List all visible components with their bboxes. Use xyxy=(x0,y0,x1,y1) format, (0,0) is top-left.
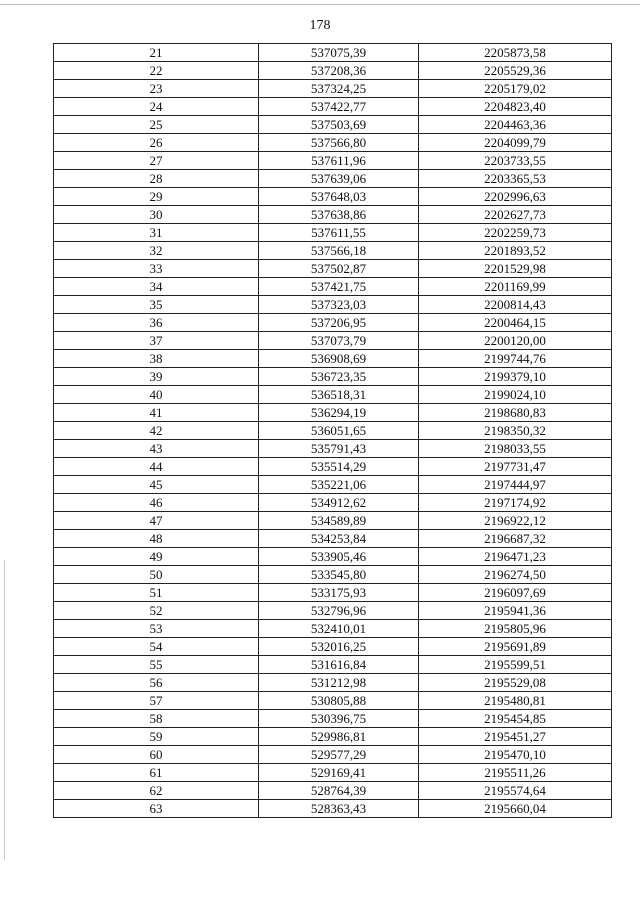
point-number-cell: 34 xyxy=(54,278,259,296)
x-coordinate-cell: 536294,19 xyxy=(259,404,419,422)
table-row xyxy=(54,224,612,242)
x-coordinate-cell: 532016,25 xyxy=(259,638,419,656)
x-coordinate-cell: 532410,01 xyxy=(259,620,419,638)
table-row xyxy=(54,764,612,782)
y-coordinate-cell: 2195511,26 xyxy=(419,764,612,782)
point-number-cell: 59 xyxy=(54,728,259,746)
table-row xyxy=(54,458,612,476)
point-number-cell: 51 xyxy=(54,584,259,602)
x-coordinate-cell: 536051,65 xyxy=(259,422,419,440)
y-coordinate-cell: 2203365,53 xyxy=(419,170,612,188)
table-row xyxy=(54,638,612,656)
x-coordinate-cell: 537639,06 xyxy=(259,170,419,188)
point-number-cell: 32 xyxy=(54,242,259,260)
table-row xyxy=(54,422,612,440)
x-coordinate-cell: 537323,03 xyxy=(259,296,419,314)
table-row xyxy=(54,746,612,764)
x-coordinate-cell: 531212,98 xyxy=(259,674,419,692)
y-coordinate-cell: 2195660,04 xyxy=(419,800,612,818)
y-coordinate-cell: 2200814,43 xyxy=(419,296,612,314)
y-coordinate-cell: 2195805,96 xyxy=(419,620,612,638)
y-coordinate-cell: 2196274,50 xyxy=(419,566,612,584)
x-coordinate-cell: 534912,62 xyxy=(259,494,419,512)
y-coordinate-cell: 2201169,99 xyxy=(419,278,612,296)
point-number-cell: 47 xyxy=(54,512,259,530)
point-number-cell: 40 xyxy=(54,386,259,404)
y-coordinate-cell: 2204823,40 xyxy=(419,98,612,116)
point-number-cell: 21 xyxy=(54,44,259,62)
page-number: 178 xyxy=(309,18,331,33)
table-row xyxy=(54,386,612,404)
table-row xyxy=(54,710,612,728)
y-coordinate-cell: 2198033,55 xyxy=(419,440,612,458)
table-row xyxy=(54,206,612,224)
table-row xyxy=(54,800,612,818)
x-coordinate-cell: 537566,80 xyxy=(259,134,419,152)
coordinates-table xyxy=(53,43,612,818)
table-row xyxy=(54,98,612,116)
x-coordinate-cell: 528764,39 xyxy=(259,782,419,800)
x-coordinate-cell: 529169,41 xyxy=(259,764,419,782)
y-coordinate-cell: 2205873,58 xyxy=(419,44,612,62)
point-number-cell: 43 xyxy=(54,440,259,458)
table-row xyxy=(54,314,612,332)
table-row xyxy=(54,548,612,566)
point-number-cell: 62 xyxy=(54,782,259,800)
table-row xyxy=(54,440,612,458)
y-coordinate-cell: 2198680,83 xyxy=(419,404,612,422)
table-row xyxy=(54,80,612,98)
y-coordinate-cell: 2195599,51 xyxy=(419,656,612,674)
point-number-cell: 38 xyxy=(54,350,259,368)
y-coordinate-cell: 2202259,73 xyxy=(419,224,612,242)
table-row xyxy=(54,350,612,368)
x-coordinate-cell: 537611,55 xyxy=(259,224,419,242)
table-row xyxy=(54,278,612,296)
x-coordinate-cell: 537421,75 xyxy=(259,278,419,296)
table-row xyxy=(54,494,612,512)
point-number-cell: 24 xyxy=(54,98,259,116)
point-number-cell: 50 xyxy=(54,566,259,584)
x-coordinate-cell: 529577,29 xyxy=(259,746,419,764)
coordinates-table-body xyxy=(54,44,612,818)
x-coordinate-cell: 528363,43 xyxy=(259,800,419,818)
x-coordinate-cell: 529986,81 xyxy=(259,728,419,746)
x-coordinate-cell: 537075,39 xyxy=(259,44,419,62)
x-coordinate-cell: 535791,43 xyxy=(259,440,419,458)
x-coordinate-cell: 537208,36 xyxy=(259,62,419,80)
x-coordinate-cell: 535514,29 xyxy=(259,458,419,476)
y-coordinate-cell: 2200120,00 xyxy=(419,332,612,350)
y-coordinate-cell: 2197444,97 xyxy=(419,476,612,494)
table-row xyxy=(54,476,612,494)
y-coordinate-cell: 2197731,47 xyxy=(419,458,612,476)
table-row xyxy=(54,170,612,188)
table-row xyxy=(54,674,612,692)
table-row xyxy=(54,296,612,314)
point-number-cell: 54 xyxy=(54,638,259,656)
x-coordinate-cell: 537638,86 xyxy=(259,206,419,224)
y-coordinate-cell: 2195691,89 xyxy=(419,638,612,656)
x-coordinate-cell: 531616,84 xyxy=(259,656,419,674)
point-number-cell: 42 xyxy=(54,422,259,440)
table-row xyxy=(54,728,612,746)
y-coordinate-cell: 2202627,73 xyxy=(419,206,612,224)
y-coordinate-cell: 2199024,10 xyxy=(419,386,612,404)
y-coordinate-cell: 2195574,64 xyxy=(419,782,612,800)
x-coordinate-cell: 530396,75 xyxy=(259,710,419,728)
table-row xyxy=(54,134,612,152)
x-coordinate-cell: 537206,95 xyxy=(259,314,419,332)
point-number-cell: 33 xyxy=(54,260,259,278)
point-number-cell: 30 xyxy=(54,206,259,224)
table-row xyxy=(54,404,612,422)
point-number-cell: 57 xyxy=(54,692,259,710)
y-coordinate-cell: 2205179,02 xyxy=(419,80,612,98)
point-number-cell: 23 xyxy=(54,80,259,98)
point-number-cell: 28 xyxy=(54,170,259,188)
y-coordinate-cell: 2196687,32 xyxy=(419,530,612,548)
point-number-cell: 60 xyxy=(54,746,259,764)
point-number-cell: 49 xyxy=(54,548,259,566)
left-margin-rule xyxy=(4,560,5,860)
x-coordinate-cell: 533175,93 xyxy=(259,584,419,602)
x-coordinate-cell: 534589,89 xyxy=(259,512,419,530)
x-coordinate-cell: 533545,80 xyxy=(259,566,419,584)
table-row xyxy=(54,242,612,260)
table-row xyxy=(54,566,612,584)
x-coordinate-cell: 535221,06 xyxy=(259,476,419,494)
x-coordinate-cell: 532796,96 xyxy=(259,602,419,620)
y-coordinate-cell: 2204099,79 xyxy=(419,134,612,152)
y-coordinate-cell: 2196471,23 xyxy=(419,548,612,566)
y-coordinate-cell: 2195529,08 xyxy=(419,674,612,692)
table-row xyxy=(54,188,612,206)
point-number-cell: 35 xyxy=(54,296,259,314)
y-coordinate-cell: 2201529,98 xyxy=(419,260,612,278)
table-row xyxy=(54,584,612,602)
y-coordinate-cell: 2202996,63 xyxy=(419,188,612,206)
table-row xyxy=(54,368,612,386)
point-number-cell: 26 xyxy=(54,134,259,152)
y-coordinate-cell: 2195470,10 xyxy=(419,746,612,764)
point-number-cell: 41 xyxy=(54,404,259,422)
point-number-cell: 31 xyxy=(54,224,259,242)
y-coordinate-cell: 2201893,52 xyxy=(419,242,612,260)
point-number-cell: 46 xyxy=(54,494,259,512)
point-number-cell: 29 xyxy=(54,188,259,206)
point-number-cell: 27 xyxy=(54,152,259,170)
table-row xyxy=(54,620,612,638)
point-number-cell: 55 xyxy=(54,656,259,674)
x-coordinate-cell: 537422,77 xyxy=(259,98,419,116)
point-number-cell: 45 xyxy=(54,476,259,494)
x-coordinate-cell: 536908,69 xyxy=(259,350,419,368)
y-coordinate-cell: 2199379,10 xyxy=(419,368,612,386)
top-rule xyxy=(0,4,640,5)
point-number-cell: 36 xyxy=(54,314,259,332)
y-coordinate-cell: 2204463,36 xyxy=(419,116,612,134)
point-number-cell: 53 xyxy=(54,620,259,638)
y-coordinate-cell: 2195451,27 xyxy=(419,728,612,746)
table-row xyxy=(54,602,612,620)
table-row xyxy=(54,512,612,530)
x-coordinate-cell: 537566,18 xyxy=(259,242,419,260)
y-coordinate-cell: 2196097,69 xyxy=(419,584,612,602)
table-row xyxy=(54,44,612,62)
y-coordinate-cell: 2199744,76 xyxy=(419,350,612,368)
x-coordinate-cell: 537324,25 xyxy=(259,80,419,98)
y-coordinate-cell: 2200464,15 xyxy=(419,314,612,332)
x-coordinate-cell: 534253,84 xyxy=(259,530,419,548)
y-coordinate-cell: 2196922,12 xyxy=(419,512,612,530)
table-row xyxy=(54,656,612,674)
point-number-cell: 39 xyxy=(54,368,259,386)
table-row xyxy=(54,62,612,80)
y-coordinate-cell: 2197174,92 xyxy=(419,494,612,512)
table-row xyxy=(54,692,612,710)
x-coordinate-cell: 536723,35 xyxy=(259,368,419,386)
x-coordinate-cell: 530805,88 xyxy=(259,692,419,710)
y-coordinate-cell: 2195454,85 xyxy=(419,710,612,728)
point-number-cell: 58 xyxy=(54,710,259,728)
y-coordinate-cell: 2195941,36 xyxy=(419,602,612,620)
point-number-cell: 37 xyxy=(54,332,259,350)
point-number-cell: 56 xyxy=(54,674,259,692)
point-number-cell: 52 xyxy=(54,602,259,620)
x-coordinate-cell: 536518,31 xyxy=(259,386,419,404)
point-number-cell: 44 xyxy=(54,458,259,476)
x-coordinate-cell: 537502,87 xyxy=(259,260,419,278)
point-number-cell: 25 xyxy=(54,116,259,134)
x-coordinate-cell: 537073,79 xyxy=(259,332,419,350)
y-coordinate-cell: 2195480,81 xyxy=(419,692,612,710)
point-number-cell: 63 xyxy=(54,800,259,818)
y-coordinate-cell: 2198350,32 xyxy=(419,422,612,440)
x-coordinate-cell: 537648,03 xyxy=(259,188,419,206)
point-number-cell: 48 xyxy=(54,530,259,548)
point-number-cell: 22 xyxy=(54,62,259,80)
table-row xyxy=(54,152,612,170)
point-number-cell: 61 xyxy=(54,764,259,782)
x-coordinate-cell: 537503,69 xyxy=(259,116,419,134)
table-row xyxy=(54,332,612,350)
table-row xyxy=(54,782,612,800)
table-row xyxy=(54,116,612,134)
x-coordinate-cell: 533905,46 xyxy=(259,548,419,566)
x-coordinate-cell: 537611,96 xyxy=(259,152,419,170)
y-coordinate-cell: 2203733,55 xyxy=(419,152,612,170)
table-row xyxy=(54,530,612,548)
table-row xyxy=(54,260,612,278)
y-coordinate-cell: 2205529,36 xyxy=(419,62,612,80)
